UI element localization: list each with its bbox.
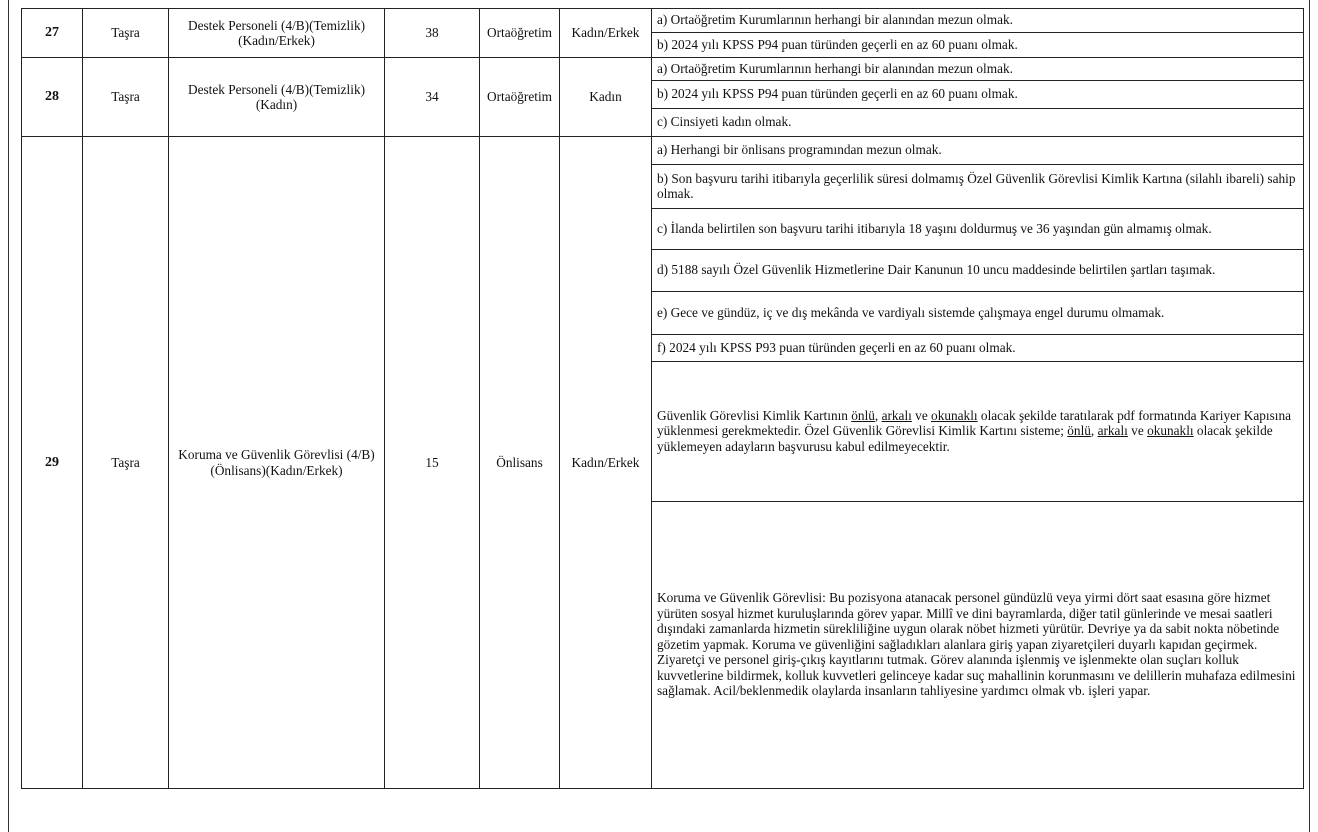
requirement-item: e) Gece ve gündüz, iç ve dış mekânda ve vardiyalı sistemde çalışmaya engel durumu olmamak. [652, 292, 1304, 335]
row-number: 29 [22, 137, 83, 789]
duty-description-note: Koruma ve Güvenlik Görevlisi: Bu pozisyona atanacak personel gündüzlü veya yirmi dört saat esasına göre hizmet yürüten sosyal hizmet kuruluşlarında görev yapar. Millî ve dini bayramlarda, diğer tatil günlerinde ve mesai saatleri dışındaki zamanlarda hizmetin sürekliliğine uygun olarak nöbet hizmeti yürütür. Devriye ya da sabit nokta nöbetinde gözetim yapmak. Koruma ve güvenliğini sağladıkları alanlara giriş yapan ziyaretçileri duyarlı kapıdan geçirmek. Ziyaretçi ve personel giriş-çıkış kayıtlarını tutmak. Görev alanında işlenmiş ve işlenmekte olan suçları kolluk kuvvetlerine bildirmek, kolluk kuvvetleri gelinceye kadar suç mahallinin korunmasını ve delillerin muhafaza edilmesini sağlamak. Acil/beklenmedik olaylarda insanların tahliyesine yardımcı olmak vb. işleri yapar. [652, 502, 1304, 789]
requirement-item: c) Cinsiyeti kadın olmak. [652, 109, 1304, 137]
unit-cell: Taşra [83, 58, 169, 137]
gender-cell: Kadın/Erkek [560, 9, 652, 58]
requirement-item: a) Herhangi bir önlisans programından mezun olmak. [652, 137, 1304, 165]
unit-cell: Taşra [83, 137, 169, 789]
requirement-item: d) 5188 sayılı Özel Güvenlik Hizmetlerine Dair Kanunun 10 uncu maddesinde belirtilen şartları taşımak. [652, 250, 1304, 292]
position-count: 38 [385, 9, 480, 58]
row-number: 28 [22, 58, 83, 137]
gender-cell: Kadın [560, 58, 652, 137]
requirement-item: a) Ortaöğretim Kurumlarının herhangi bir alanından mezun olmak. [652, 58, 1304, 81]
table-row [22, 137, 1304, 165]
requirement-item: c) İlanda belirtilen son başvuru tarihi itibarıyla 18 yaşını doldurmuş ve 36 yaşından gün almamış olmak. [652, 209, 1304, 250]
id-card-upload-note: Güvenlik Görevlisi Kimlik Kartının önlü, arkalı ve okunaklı olacak şekilde taratılarak pdf formatında Kariyer Kapısına yüklenmesi gerekmektedir. Özel Güvenlik Görevlisi Kimlik Kartını sisteme; önlü, arkalı ve okunaklı olacak şekilde yüklemeyen adayların başvurusu kabul edilmeyecektir. [652, 362, 1304, 502]
document-page [8, 0, 1310, 832]
gender-cell: Kadın/Erkek [560, 137, 652, 789]
position-title: Destek Personeli (4/B)(Temizlik)(Kadın) [169, 58, 385, 137]
table-row [22, 58, 1304, 81]
education-level: Önlisans [480, 137, 560, 789]
requirement-item: b) Son başvuru tarihi itibarıyla geçerlilik süresi dolmamış Özel Güvenlik Görevlisi Kimlik Kartına (silahlı ibareli) sahip olmak. [652, 165, 1304, 209]
requirement-item: a) Ortaöğretim Kurumlarının herhangi bir alanından mezun olmak. [652, 9, 1304, 33]
education-level: Ortaöğretim [480, 9, 560, 58]
requirement-item: b) 2024 yılı KPSS P94 puan türünden geçerli en az 60 puanı olmak. [652, 81, 1304, 109]
unit-cell: Taşra [83, 9, 169, 58]
position-title: Koruma ve Güvenlik Görevlisi (4/B)(Önlisans)(Kadın/Erkek) [169, 137, 385, 789]
row-number: 27 [22, 9, 83, 58]
table-row [22, 9, 1304, 33]
requirement-item: f) 2024 yılı KPSS P93 puan türünden geçerli en az 60 puanı olmak. [652, 335, 1304, 362]
position-title: Destek Personeli (4/B)(Temizlik)(Kadın/Erkek) [169, 9, 385, 58]
position-table [21, 8, 1304, 789]
position-count: 15 [385, 137, 480, 789]
education-level: Ortaöğretim [480, 58, 560, 137]
requirement-item: b) 2024 yılı KPSS P94 puan türünden geçerli en az 60 puanı olmak. [652, 33, 1304, 58]
position-count: 34 [385, 58, 480, 137]
